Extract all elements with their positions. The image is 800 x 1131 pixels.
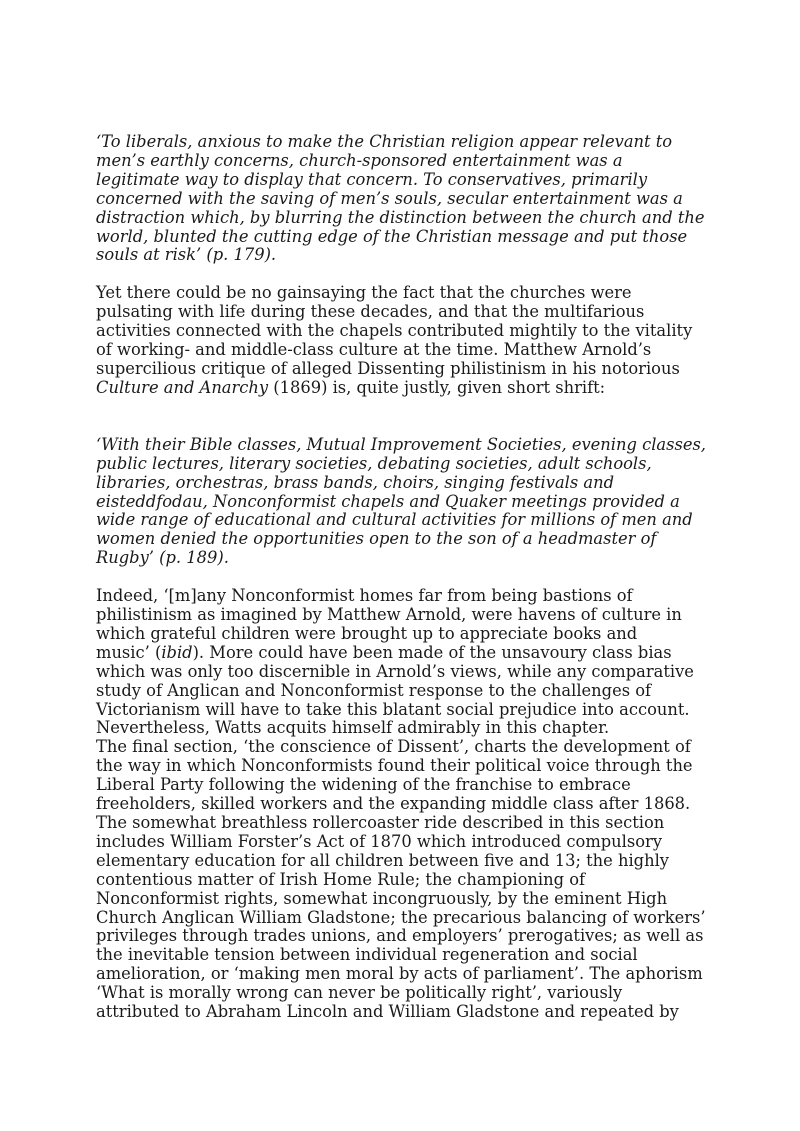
block-quote-bible-classes: ‘With their Bible classes, Mutual Improvement Societies, evening classes, public lectures, literary societies, debating societies, adult schools, libraries, orchestras, brass bands, choirs, singing festivals and eisteddfodau, Nonconformist chapels and Quaker meetings provided a wide range of educational and cultural activities for millions of men and women denied the opportunities open to the son of a headmaster of Rugby’ (p. 189). xyxy=(96,434,706,568)
paragraph-text: (1869) is, quite justly, given short shrift: xyxy=(268,377,606,397)
paragraph-text: ). More could have been made of the unsavoury class bias which was only too discernible in Arnold’s views, while any comparative study of Anglican and Nonconformist response to the challenges of Victorianism will have to take this blatant social prejudice into account. Nevertheless, Watts acquits himself admirably in this chapter. xyxy=(96,642,694,738)
paragraph-nonconformist-homes xyxy=(96,587,706,738)
book-title-culture-and-anarchy: Culture and Anarchy xyxy=(96,377,269,397)
paragraph-text: Indeed, ‘[m]any Nonconformist homes far from being bastions of philistinism as imagined by Matthew Arnold, were havens of culture in which grateful children were brought up to appreciate books and music’ ( xyxy=(96,586,682,662)
block-quote-entertainment: ‘To liberals, anxious to make the Christian religion appear relevant to men’s earthly concerns, church-sponsored entertainment was a legitimate way to display that concern. To conservatives, primarily concerned with the saving of men’s souls, secular entertainment was a distraction which, by blurring the distinction between the church and the world, blunted the cutting edge of the Christian message and put those souls at risk’ (p. 179). xyxy=(96,132,705,265)
paragraph-text: Yet there could be no gainsaying the fact that the churches were pulsating with life during these decades, and that the multifarious activities connected with the chapels contributed mightily to the vitality of working- and middle-class culture at the time. Matthew Arnold’s supercilious critique of alleged Dissenting philistinism in his notorious xyxy=(96,283,693,378)
paragraph-churches-pulsating xyxy=(96,284,706,397)
citation-ibid: ibid xyxy=(161,642,193,662)
document-body xyxy=(96,133,706,1022)
paragraph-conscience-of-dissent: The final section, ‘the conscience of Dissent’, charts the development of the way in which Nonconformists found their political voice through the Liberal Party following the widening of the franchise to embrace freeholders, skilled workers and the expanding middle class after 1868. The somewhat breathless rollercoaster ride described in this section includes William Forster’s Act of 1870 which introduced compulsory elementary education for all children between five and 13; the highly contentious matter of Irish Home Rule; the championing of Nonconformist rights, somewhat incongruously, by the eminent High Church Anglican William Gladstone; the precarious balancing of workers’ privileges through trades unions, and employers’ prerogatives; as well as the inevitable tension between individual regeneration and social amelioration, or ‘making men moral by acts of parliament’. The aphorism ‘What is morally wrong can never be politically right’, variously attributed to Abraham Lincoln and William Gladstone and repeated by xyxy=(96,737,706,1022)
